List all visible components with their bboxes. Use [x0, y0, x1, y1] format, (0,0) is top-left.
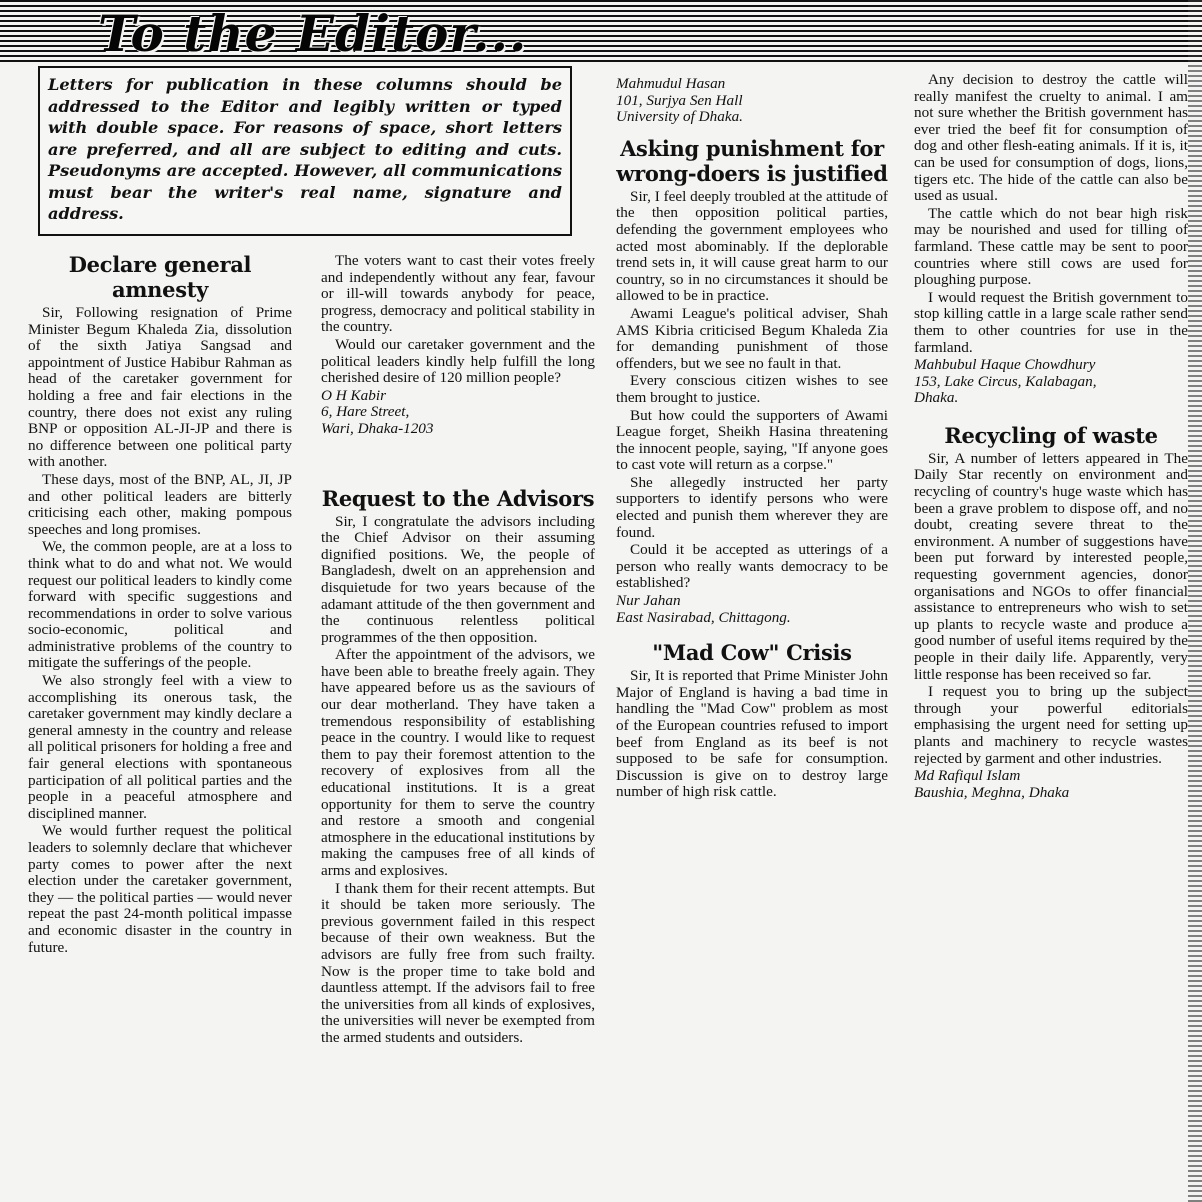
page-title: To the Editor... [98, 4, 528, 62]
signature-name: O H Kabir [321, 386, 386, 404]
column-3 [616, 72, 888, 1188]
letter-paragraph: These days, most of the BNP, AL, JI, JP and other political leaders are bitterly criticising each other, making pompous speeches and long promises. [28, 470, 292, 538]
signature-name: Mahbubul Haque Chowdhury [914, 356, 1096, 374]
letter-headline-recycling: Recycling of waste [944, 422, 1158, 448]
signature-address: Dhaka. [914, 389, 959, 407]
letter-paragraph: Sir, Following resignation of Prime Minister Begum Khaleda Zia, dissolution of the sixth Jatiya Sangsad and appointment of Justice Habibur Rahman as head of the caretaker government for holding a free and fair elections in the country, there does not exist any ruling BNP or opposition AL-JI-JP and there is no difference between one political party with another. [28, 304, 292, 471]
letter-paragraph: After the appointment of the advisors, we have been able to breathe freely again. They have appeared before us as the saviours of our dear motherland. They have taken a tremendous responsibility of establishing peace in the country. I would like to request them to pay their foremost attention to the recovery of explosives from all the educational institutions. It is a great opportunity for them to serve the country and restore a smooth and congenial atmosphere in the educational institutions by making the campuses free of all kinds of arms and explosives. [321, 646, 595, 879]
letter-signature-madcow [914, 357, 1188, 407]
column-2 [321, 253, 595, 1188]
signature-address: 101, Surjya Sen Hall [616, 91, 743, 109]
signature-address: Wari, Dhaka-1203 [321, 419, 434, 437]
column-rule [1188, 0, 1202, 1202]
signature-name: Nur Jahan [616, 592, 681, 610]
letter-paragraph: Sir, A number of letters appeared in The Daily Star recently on environment and recycling of country's huge waste which has been a grave problem to dispose off, and no doubt, creating severe threat to the environment. A number of suggestions have been put forward by interested people, requesting government agencies, donor organisations and NGOs to offer financial assistance to entrepreneurs who wish to set up plants to recycle waste and produce a good number of useful items required by the people in their daily life. Apparently, very little response has been received so far. [914, 449, 1188, 683]
letter-headline-amnesty: Declare general amnesty [68, 252, 252, 302]
letter-paragraph: I request you to bring up the subject through your powerful editorials emphasising the urgent need for setting up plants and machinery to recycle wastes rejected by garment and other industries. [914, 683, 1188, 767]
letter-paragraph: But how could the supporters of Awami League forget, Sheikh Hasina threatening the innocent people, saying, "If anyone goes to cast vote will return as a corpse." [616, 406, 888, 474]
letter-paragraph: We also strongly feel with a view to accomplishing its onerous task, the caretaker government may kindly declare a general amnesty in the country and release all political prisoners for holding a free and fair general elections with spontaneous participation of all political parties and the people in a peaceful atmosphere and disciplined manner. [28, 672, 292, 822]
letter-paragraph: Sir, It is reported that Prime Minister John Major of England is having a bad time in handling the "Mad Cow" problem as most of the European countries refused to import beef from England as its beef is not supposed to be safe for consumption. Discussion is give on to destroy large number of high risk cattle. [616, 667, 888, 801]
letter-paragraph: The voters want to cast their votes freely and independently without any fear, favour or ill-will towards anybody for peace, progress, democracy and political stability in the country. [321, 253, 595, 336]
letter-paragraph: I thank them for their recent attempts. But it should be taken more seriously. The previous government failed in this respect because of their own weakness. But the advisors are fully free from such frailty. Now is the proper time to take bold and dauntless attempt. If the advisors fail to free the universities from all kinds of explosives, the universities will never be exempted from the armed students and outsiders. [321, 879, 595, 1046]
letter-headline-madcow: "Mad Cow" Crisis [652, 640, 852, 666]
masthead-banner [0, 0, 1202, 62]
editor-notice-box: Letters for publication in these columns should be addressed to the Editor and legibly written or typed with double space. For reasons of space, short letters are preferred, and all are subject to editing and cuts. Pseudonyms are accepted. However, all communications must bear the writer's real name, signature and address. [38, 66, 572, 236]
letter-signature-amnesty [321, 388, 595, 438]
letter-signature-advisors [616, 76, 888, 126]
letter-paragraph: Sir, I congratulate the advisors including the Chief Advisor on their assuming dignified positions. We, the people of Bangladesh, dwelt on an apprehension and disquietude for two years because of the adamant attitude of the then government and the continuous relentless political programmes of the then opposition. [321, 512, 595, 646]
letter-paragraph: We would further request the political leaders to solemnly declare that whichever party comes to power after the next election under the caretaker government, they — the political parties — would never repeat the past 24-month political impasse and economic disaster in the country in future. [28, 822, 292, 956]
signature-address: Baushia, Meghna, Dhaka [914, 783, 1070, 801]
signature-address: East Nasirabad, Chittagong. [616, 608, 791, 626]
letter-paragraph: Every conscious citizen wishes to see them brought to justice. [616, 372, 888, 406]
letter-paragraph: Could it be accepted as utterings of a person who really wants democracy to be established? [616, 541, 888, 592]
letter-paragraph: Would our caretaker government and the political leaders kindly help fulfill the long cherished desire of 120 million people? [321, 335, 595, 387]
signature-name: Md Rafiqul Islam [914, 767, 1021, 785]
signature-address: University of Dhaka. [616, 108, 743, 126]
letter-paragraph: Any decision to destroy the cattle will really manifest the cruelty to animal. I am not sure whether the British government has ever tried the beef fit for consumption of dog and other flesh-eating animals. If it is, it can be used for consumption of dogs, lions, tigers etc. The hide of the cattle can also be used as usual. [914, 72, 1188, 205]
letter-paragraph: We, the common people, are at a loss to think what to do and what not. We would request our political leaders to kindly come forward with specific suggestions and recommendations in order to solve various socio-economic, political and administrative problems of the country to mitigate the sufferings of the people. [28, 538, 292, 672]
column-4 [914, 72, 1188, 1188]
letter-headline-punishment: Asking punishment for wrong-doers is justified [616, 135, 888, 186]
signature-address: 6, Hare Street, [321, 403, 410, 421]
letter-signature-recycling [914, 768, 1188, 801]
letter-paragraph: I would request the British government to stop killing cattle in a large scale rather send them to other countries for use in the farmland. [914, 288, 1188, 356]
letter-paragraph: Sir, I feel deeply troubled at the attitude of the then opposition political parties, defending the government employees who acted most abominably. If the deplorable trend sets in, it will cause great harm to our country, so in no circumstances it should be allowed to be in practice. [616, 187, 888, 305]
letter-paragraph: Awami League's political adviser, Shah AMS Kibria criticised Begum Khaleda Zia for demanding punishment of those offenders, but we see no fault in that. [616, 304, 888, 372]
signature-address: 153, Lake Circus, Kalabagan, [914, 372, 1097, 390]
letter-paragraph: The cattle which do not bear high risk may be nourished and used for tilling of farmland. These cattle may be sent to poor countries where still cows are used for ploughing purpose. [914, 204, 1188, 289]
signature-name: Mahmudul Hasan [616, 75, 726, 92]
column-1 [28, 248, 292, 1188]
letter-headline-advisors: Request to the Advisors [321, 485, 595, 511]
letter-signature-punishment [616, 593, 888, 626]
letter-paragraph: She allegedly instructed her party supporters to identify persons who were elected and punish them wherever they are found. [616, 473, 888, 541]
